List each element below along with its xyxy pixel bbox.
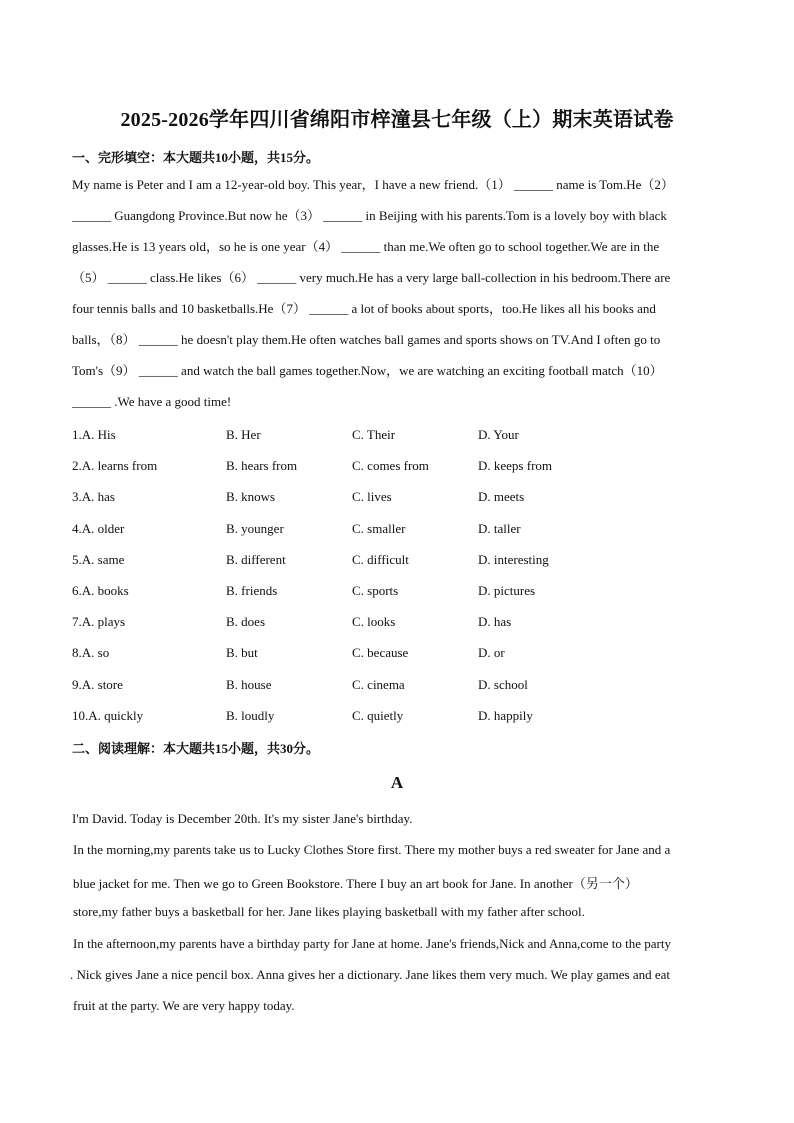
option-b: B. loudly — [226, 708, 275, 723]
passage-line: ______ .We have a good time! — [72, 394, 232, 409]
reading-line: store,my father buys a basketball for her. Jane likes playing basketball with my father after school. — [73, 904, 585, 919]
option-b: B. Her — [226, 427, 261, 442]
passage-line: glasses.He is 13 years old，so he is one year（4） ______ than me.We often go to school together.We are in the — [72, 239, 660, 254]
option-a: 4.A. older — [72, 521, 125, 536]
option-a: 9.A. store — [72, 677, 123, 692]
question-row — [72, 583, 722, 603]
question-row — [72, 645, 722, 665]
option-d: D. has — [478, 614, 512, 629]
option-d: D. keeps from — [478, 458, 553, 473]
reading-line: In the afternoon,my parents have a birthday party for Jane at home. Jane's friends,Nick and Anna,come to the party — [73, 936, 671, 951]
option-c: C. sports — [352, 583, 399, 598]
option-c: C. quietly — [352, 708, 404, 723]
option-a: 8.A. so — [72, 645, 110, 660]
option-c: C. looks — [352, 614, 396, 629]
question-row — [72, 427, 722, 447]
option-a: 2.A. learns from — [72, 458, 158, 473]
reading-line: I'm David. Today is December 20th. It's my sister Jane's birthday. — [72, 811, 413, 826]
option-c: C. Their — [352, 427, 396, 442]
option-c: C. because — [352, 645, 409, 660]
cloze-passage — [72, 169, 722, 417]
section-heading-cloze: 一、完形填空：本大题共10小题，共15分。 — [72, 150, 320, 165]
option-d: D. interesting — [478, 552, 549, 567]
question-row — [72, 521, 722, 541]
passage-letter: A — [390, 773, 404, 792]
question-row — [72, 677, 722, 697]
option-d: D. taller — [478, 521, 521, 536]
reading-line: fruit at the party. We are very happy today. — [73, 998, 295, 1013]
exam-title: 2025-2026学年四川省绵阳市梓潼县七年级（上）期末英语试卷 — [120, 109, 674, 131]
option-a: 5.A. same — [72, 552, 125, 567]
option-b: B. knows — [226, 489, 276, 504]
option-d: D. pictures — [478, 583, 536, 598]
option-b: B. but — [226, 645, 258, 660]
passage-line: balls，（8） ______ he doesn't play them.He often watches ball games and sports shows on TV.And I often go to — [72, 332, 661, 347]
option-c: C. difficult — [352, 552, 409, 567]
option-d: D. Your — [478, 427, 519, 442]
option-b: B. hears from — [226, 458, 298, 473]
passage-line: four tennis balls and 10 basketballs.He（7） ______ a lot of books about sports，too.He likes all his books and — [72, 301, 656, 316]
question-row — [72, 708, 722, 728]
reading-line: . Nick gives Jane a nice pencil box. Anna gives her a dictionary. Jane likes them very much. We play games and eat — [70, 967, 671, 982]
question-row — [72, 552, 722, 572]
question-row — [72, 614, 722, 634]
option-b: B. different — [226, 552, 286, 567]
option-d: D. meets — [478, 489, 525, 504]
option-a: 3.A. has — [72, 489, 115, 504]
option-c: C. lives — [352, 489, 392, 504]
option-a: 7.A. plays — [72, 614, 126, 629]
option-c: C. comes from — [352, 458, 429, 473]
section-heading-reading: 二、阅读理解：本大题共15小题，共30分。 — [72, 741, 320, 756]
option-a: 10.A. quickly — [72, 708, 144, 723]
question-row — [72, 458, 722, 478]
option-d: D. or — [478, 645, 505, 660]
option-b: B. does — [226, 614, 265, 629]
option-c: C. smaller — [352, 521, 406, 536]
passage-line: Tom's（9） ______ and watch the ball games together.Now，we are watching an exciting football match（10） — [72, 363, 663, 378]
question-row — [72, 489, 722, 509]
option-d: D. school — [478, 677, 528, 692]
option-c: C. cinema — [352, 677, 405, 692]
option-b: B. house — [226, 677, 272, 692]
passage-line: My name is Peter and I am a 12-year-old boy. This year，I have a new friend.（1） ______ name is Tom.He（2） — [72, 177, 674, 192]
option-d: D. happily — [478, 708, 533, 723]
passage-line: （5） ______ class.He likes（6） ______ very much.He has a very large ball-collection in his bedroom.There are — [72, 270, 671, 285]
reading-line: blue jacket for me. Then we go to Green Bookstore. There I buy an art book for Jane. In another（另一个） — [73, 876, 638, 891]
option-a: 1.A. His — [72, 427, 116, 442]
option-b: B. friends — [226, 583, 278, 598]
option-b: B. younger — [226, 521, 284, 536]
passage-line: ______ Guangdong Province.But now he（3） ______ in Beijing with his parents.Tom is a lovely boy with black — [72, 208, 667, 223]
reading-line: In the morning,my parents take us to Lucky Clothes Store first. There my mother buys a red sweater for Jane and a — [73, 842, 671, 857]
option-a: 6.A. books — [72, 583, 129, 598]
